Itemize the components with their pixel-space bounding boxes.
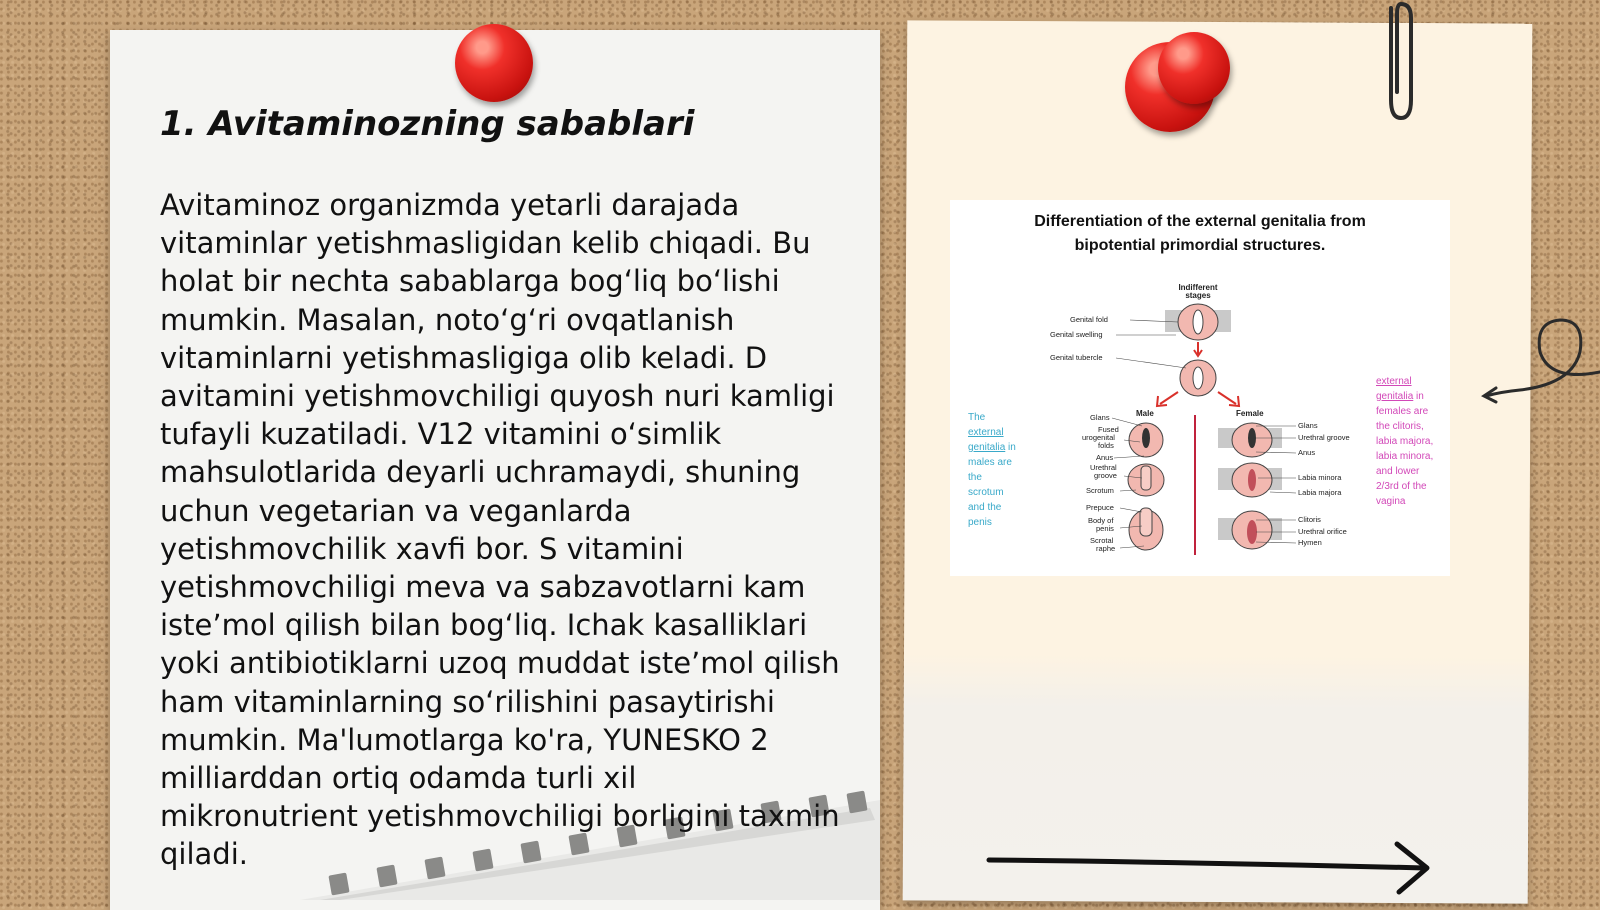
page-title: 1. Avitaminozning sabablari [160,104,695,144]
male-label-groove: groove [1094,471,1117,480]
male-drawings [1128,423,1164,550]
female-label-hymen: Hymen [1298,538,1322,547]
female-label-urethral-groove: Urethral groove [1298,433,1350,442]
male-label-prepuce: Prepuce [1086,503,1114,512]
male-label-urethral: Urethral [1090,463,1117,472]
caption-female [1376,374,1436,509]
female-label-clitoris: Clitoris [1298,515,1321,524]
indifferent-stage-drawings [1165,304,1231,396]
caption-male [968,410,1018,530]
indifferent-header-1: Indifferent [1178,283,1218,292]
male-header: Male [1136,409,1154,418]
label-genital-swelling: Genital swelling [1050,330,1103,339]
female-header: Female [1236,409,1264,418]
caption-female-post: in females are the clitoris, labia majora, labia minora, and lower 2/3rd of the vagina [1376,391,1434,507]
diagram-illustration [1040,280,1380,570]
caption-female-link[interactable]: external genitalia [1376,376,1414,402]
male-label-scrotal: Scrotal [1090,536,1114,545]
male-label-raphe: raphe [1096,544,1116,553]
male-label-glans: Glans [1090,413,1110,422]
figure-title-line1: Differentiation of the external genitalia from [1034,213,1366,230]
male-label-penis: penis [1096,524,1114,533]
figure-title [950,210,1450,258]
label-genital-fold: Genital fold [1070,315,1108,324]
male-label-anus: Anus [1096,453,1114,462]
male-label-urogenital: urogenital [1082,433,1115,442]
male-label-fused: Fused [1098,425,1119,434]
push-pin-icon [455,24,533,102]
figure-title-line2: bipotential primordial structures. [1074,237,1326,254]
male-label-folds: folds [1098,441,1114,450]
female-label-anus: Anus [1298,448,1316,457]
caption-male-pre: The [968,412,986,423]
caption-male-link[interactable]: external genitalia [968,427,1006,453]
female-label-glans: Glans [1298,421,1318,430]
label-genital-tubercle: Genital tubercle [1050,353,1103,362]
push-pin-icon [1158,32,1230,104]
curly-arrow-icon [1480,312,1600,412]
body-paragraph: Avitaminoz organizmda yetarli darajada vitaminlar yetishmasligidan kelib chiqadi. Bu holat bir nechta sabablarga bog‘liq bo‘lishi mumkin. Masalan, noto‘g‘ri ovqatlanish vitaminlarni yetishmasligiga olib keladi. D avitamini yetishmovchiligi quyosh nuri kamligi tufayli kuzatiladi. V12 vitamini o‘simlik mahsulotlarida deyarli uchramaydi, shuning uchun vegetarian va veganlarda yetishmovchilik xavfi bor. S vitamini yetishmovchiligi meva va sabzavotlarni kam iste’mol qilish bilan bog‘liq. Ichak kasalliklari yoki antibiotiklarni uzoq muddat iste’mol qilish ham vitaminlarning so‘rilishini pasaytirishi mumkin. Ma'lumotlarga ko'ra, YUNESKO 2 milliarddan ortiq odamda turli xil mikronutrient yetishmovchiligi borligini taxmin qiladi. [160,188,840,872]
arrow-right-icon [985,838,1445,898]
male-label-body-of: Body of [1088,516,1114,525]
caption-male-post: in males are the scrotum and the penis [968,442,1016,528]
genitalia-differentiation-figure [950,200,1450,576]
paper-clip-icon [1375,0,1425,125]
male-label-scrotum: Scrotum [1086,486,1114,495]
female-label-urethral-orifice: Urethral orifice [1298,527,1347,536]
indifferent-header-2: stages [1185,291,1211,300]
female-label-labia-minora: Labia minora [1298,473,1342,482]
female-drawings [1218,423,1282,549]
female-label-labia-majora: Labia majora [1298,488,1342,497]
